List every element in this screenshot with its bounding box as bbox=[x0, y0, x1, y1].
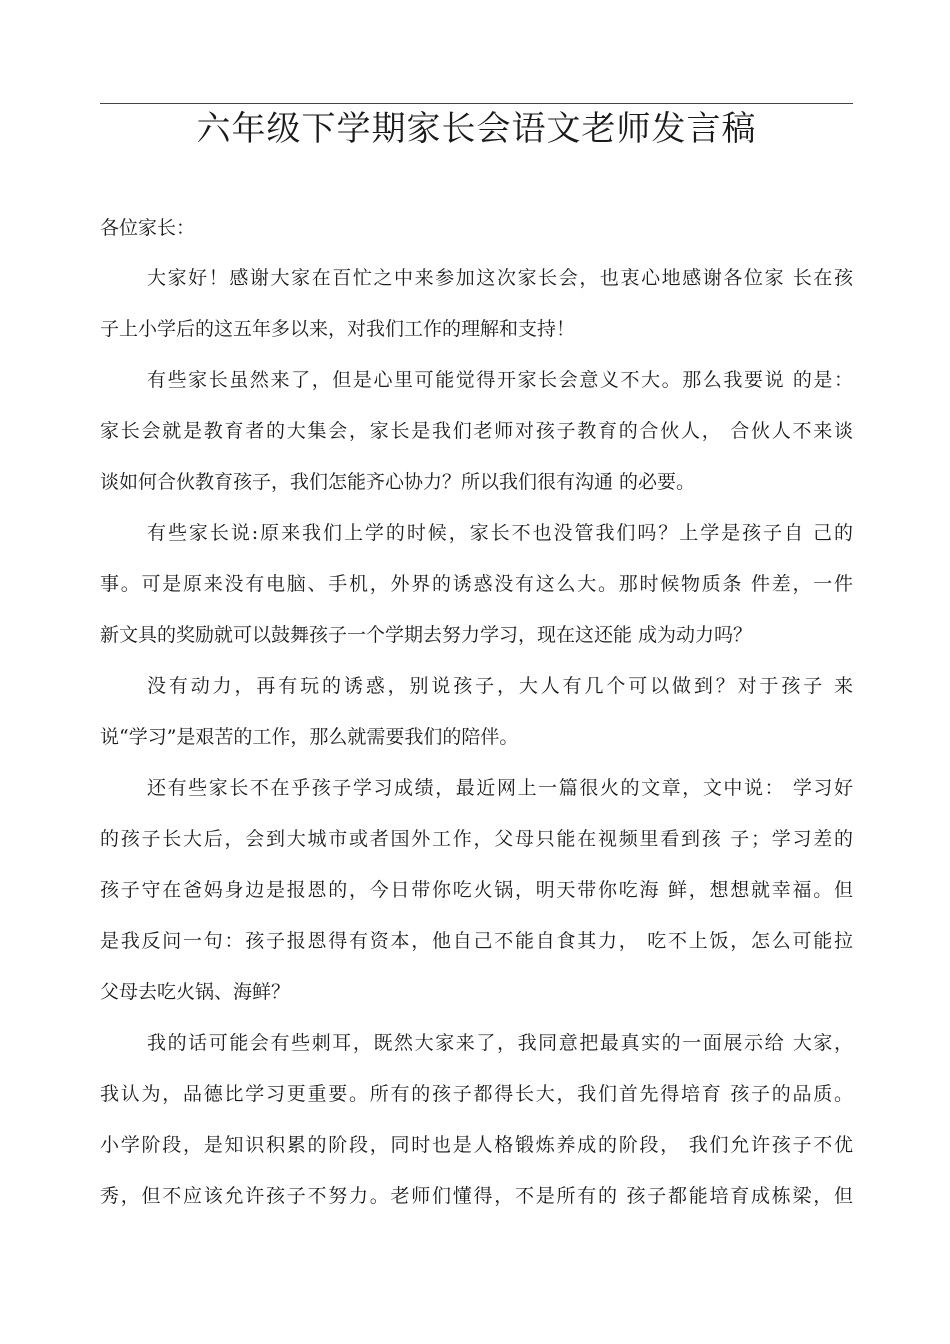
paragraph-3 bbox=[100, 515, 853, 668]
paragraph-line: 新文具的奖励就可以鼓舞孩子一个学期去努力学习，现在这还能 成为动力吗？ bbox=[100, 624, 753, 646]
paragraph-line: 子上小学后的这五年多以来，对我们工作的理解和支持！ bbox=[100, 318, 576, 340]
paragraph-line: 的孩子长大后，会到大城市或者国外工作，父母只能在视频里看到孩 子；学习差的 bbox=[100, 828, 853, 850]
paragraph-line: 还有些家长不在乎孩子学习成绩，最近网上一篇很火的文章，文中说： 学习好 bbox=[147, 777, 853, 799]
paragraph-line: 秀，但不应该允许孩子不努力。老师们懂得，不是所有的 孩子都能培育成栋梁，但 bbox=[100, 1185, 853, 1207]
paragraph-line: 我的话可能会有些刺耳，既然大家来了，我同意把最真实的一面展示给 大家， bbox=[147, 1032, 853, 1054]
paragraph-line: 谈如何合伙教育孩子，我们怎能齐心协力？所以我们很有沟通 的必要。 bbox=[100, 471, 696, 493]
paragraph-line: 小学阶段，是知识积累的阶段，同时也是人格锻炼养成的阶段， 我们允许孩子不优 bbox=[100, 1134, 853, 1156]
paragraph-line: 我认为，品德比学习更重要。所有的孩子都得长大，我们首先得培育 孩子的品质。 bbox=[100, 1083, 853, 1105]
paragraph-line: 孩子守在爸妈身边是报恩的，今日带你吃火锅，明天带你吃海 鲜，想想就幸福。但 bbox=[100, 879, 853, 901]
paragraph-line: 是我反问一句：孩子报恩得有资本，他自己不能自食其力， 吃不上饭，怎么可能拉 bbox=[100, 930, 853, 952]
paragraph-line: 父母去吃火锅、海鲜？ bbox=[100, 981, 291, 1003]
paragraph-line: 事。可是原来没有电脑、手机，外界的诱惑没有这么大。那时候物质条 件差，一件 bbox=[100, 573, 853, 595]
header-rule bbox=[100, 103, 853, 104]
document-title: 六年级下学期家长会语文老师发言稿 bbox=[196, 109, 757, 149]
paragraph-line: 说“学习”是艰苦的工作，那么就需要我们的陪伴。 bbox=[100, 726, 519, 748]
paragraph-line: 家长会就是教育者的大集会，家长是我们老师对孩子教育的合伙人， 合伙人不来谈 bbox=[100, 420, 853, 442]
paragraph-line: 大家好！感谢大家在百忙之中来参加这次家长会，也衷心地感谢各位家 长在孩 bbox=[147, 267, 853, 289]
paragraph-line: 没有动力，再有玩的诱惑，别说孩子，大人有几个可以做到？对于孩子 来 bbox=[147, 675, 853, 697]
paragraph-1 bbox=[100, 260, 853, 362]
paragraph-4 bbox=[100, 668, 853, 770]
paragraph-line: 有些家长说:原来我们上学的时候，家长不也没管我们吗？上学是孩子自 己的 bbox=[147, 522, 853, 544]
paragraph-line: 有些家长虽然来了，但是心里可能觉得开家长会意义不大。那么我要说 的是： bbox=[147, 369, 853, 391]
document-body bbox=[100, 210, 853, 1229]
paragraph-5 bbox=[100, 770, 853, 1025]
paragraph-2 bbox=[100, 362, 853, 515]
salutation: 各位家长： bbox=[100, 217, 196, 239]
paragraph-6 bbox=[100, 1025, 853, 1229]
